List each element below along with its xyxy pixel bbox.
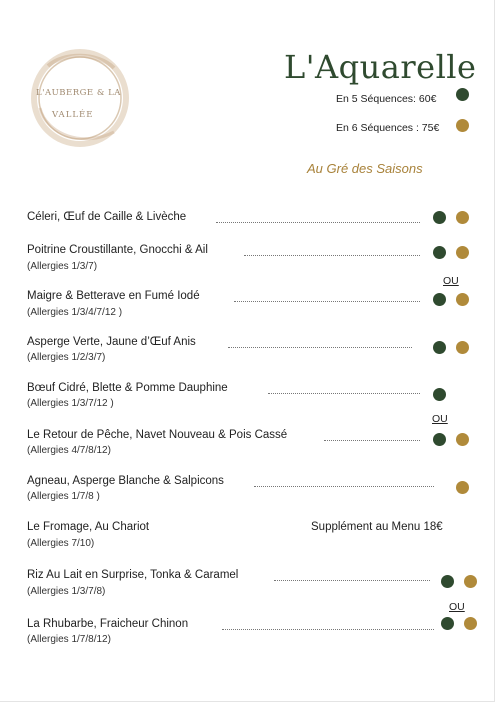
or-label: OU — [443, 275, 459, 287]
green-dot-icon — [433, 388, 446, 401]
gold-dot-icon — [456, 293, 469, 306]
restaurant-title: L'Aquarelle — [284, 48, 477, 86]
dotted-leader — [274, 580, 430, 581]
green-dot-icon — [433, 433, 446, 446]
green-dot-icon — [441, 575, 454, 588]
allergy-info: (Allergies 1/3/7/8) — [27, 586, 106, 597]
or-label: OU — [449, 601, 465, 613]
gold-dot-icon — [456, 341, 469, 354]
dish-name: Poitrine Croustillante, Gnocchi & Ail — [27, 244, 208, 256]
dish-name: La Rhubarbe, Fraicheur Chinon — [27, 618, 189, 630]
logo-text-bottom: VALLÉE — [52, 110, 94, 120]
green-dot-icon — [441, 617, 454, 630]
or-label: OU — [432, 413, 448, 425]
dish-name: Asperge Verte, Jaune d’Œuf Anis — [27, 336, 196, 348]
sequence-5-price: En 5 Séquences: 60€ — [336, 93, 437, 105]
dotted-leader — [216, 222, 420, 223]
gold-dot-icon — [456, 119, 469, 132]
dish-name: Agneau, Asperge Blanche & Salpicons — [27, 475, 224, 487]
allergy-info: (Allergies 1/3/7) — [27, 261, 98, 272]
dotted-leader — [244, 255, 420, 256]
gold-dot-icon — [456, 481, 469, 494]
gold-dot-icon — [456, 433, 469, 446]
gold-dot-icon — [464, 617, 477, 630]
logo-text-top: L'AUBERGE & LA — [36, 88, 121, 98]
green-dot-icon — [433, 211, 446, 224]
allergy-info: (Allergies 1/3/7/12 ) — [27, 398, 114, 409]
dish-name: Bœuf Cidré, Blette & Pomme Dauphine — [27, 382, 228, 394]
green-dot-icon — [433, 341, 446, 354]
dotted-leader — [268, 393, 420, 394]
dish-name: Le Retour de Pêche, Navet Nouveau & Pois Cassé — [27, 429, 288, 441]
supplement-price: Supplément au Menu 18€ — [311, 521, 443, 533]
dish-name: Maigre & Betterave en Fumé Iodé — [27, 290, 200, 302]
dotted-leader — [222, 629, 434, 630]
subtitle: Au Gré des Saisons — [307, 161, 423, 176]
green-dot-icon — [456, 88, 469, 101]
allergy-info: (Allergies 4/7/8/12) — [27, 445, 111, 456]
allergy-info: (Allergies 1/2/3/7) — [27, 352, 106, 363]
gold-dot-icon — [456, 246, 469, 259]
dish-name: Le Fromage, Au Chariot — [27, 521, 150, 533]
allergy-info: (Allergies 1/7/8 ) — [27, 491, 100, 502]
gold-dot-icon — [464, 575, 477, 588]
dish-name: Riz Au Lait en Surprise, Tonka & Caramel — [27, 569, 239, 581]
green-dot-icon — [433, 246, 446, 259]
dotted-leader — [228, 347, 412, 348]
dotted-leader — [324, 440, 420, 441]
allergy-info: (Allergies 1/7/8/12) — [27, 634, 111, 645]
dish-name: Céleri, Œuf de Caille & Livèche — [27, 211, 187, 223]
sequence-6-price: En 6 Séquences : 75€ — [336, 122, 440, 134]
green-dot-icon — [433, 293, 446, 306]
allergy-info: (Allergies 1/3/4/7/12 ) — [27, 307, 123, 318]
gold-dot-icon — [456, 211, 469, 224]
logo-stain — [28, 46, 132, 150]
dotted-leader — [234, 301, 420, 302]
allergy-info: (Allergies 7/10) — [27, 538, 95, 549]
dotted-leader — [254, 486, 434, 487]
